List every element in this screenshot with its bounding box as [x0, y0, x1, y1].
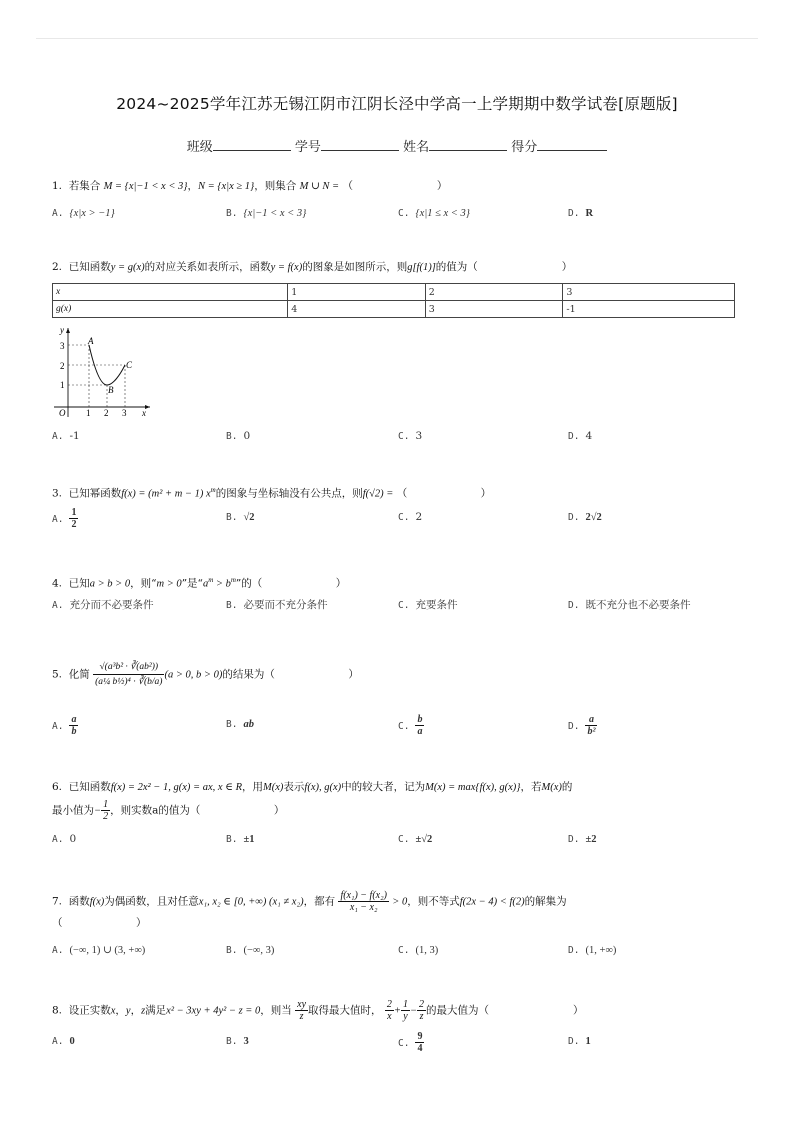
- question-text: 的结果为（ ）: [222, 668, 359, 681]
- numerator: b: [417, 714, 423, 725]
- x-tick-label: 1: [86, 408, 91, 418]
- option-letter: C.: [398, 720, 410, 732]
- question-text: ，则实数a的值为（ ）: [110, 804, 285, 817]
- option-text: ±2: [585, 834, 597, 845]
- fraction: [415, 1031, 424, 1054]
- x-tick-label: 3: [122, 408, 127, 418]
- option-letter: C.: [398, 431, 410, 442]
- q5-option-c[interactable]: [398, 714, 424, 737]
- table-cell: 1: [288, 284, 426, 301]
- question-text: 的值为（ ）: [435, 261, 573, 273]
- question-text: 的图象与坐标轴没有公共点，则: [215, 487, 363, 500]
- denominator: b: [71, 726, 77, 737]
- numerator: √(a³b² · ∛(ab²)): [93, 660, 164, 675]
- formula-exponent: m: [230, 576, 236, 584]
- question-number: 1.: [52, 180, 63, 192]
- option-letter: A.: [52, 720, 64, 732]
- question-text: ，都有: [303, 895, 336, 908]
- option-text: (1, 3): [415, 945, 439, 956]
- option-letter: D.: [568, 834, 580, 845]
- denominator: x: [387, 1011, 392, 1022]
- fraction: [385, 999, 394, 1022]
- q7-option-d[interactable]: [568, 942, 616, 959]
- operator: −: [409, 1005, 418, 1017]
- question-text: ，则不等式: [407, 895, 460, 908]
- guide-lines: [68, 345, 125, 407]
- question-text: 化简: [68, 668, 90, 681]
- denominator: 4: [417, 1043, 423, 1054]
- denominator: 2: [103, 811, 109, 822]
- option-letter: D.: [568, 600, 580, 611]
- fraction: [338, 890, 388, 913]
- question-text: ，则“: [130, 577, 157, 590]
- question-7-line-2: [52, 915, 147, 931]
- formula: > b: [213, 578, 231, 590]
- question-text: ，则当: [260, 1004, 292, 1017]
- question-4: [52, 572, 346, 593]
- option-letter: B.: [226, 431, 238, 442]
- formula: m > 0: [156, 578, 182, 590]
- option-letter: D.: [568, 431, 580, 442]
- q2-option-d[interactable]: [568, 428, 592, 445]
- question-text: ，若: [520, 781, 542, 793]
- option-letter: C.: [398, 512, 410, 523]
- question-text: 的对应关系如表所示，函数: [144, 261, 271, 273]
- numerator: 1: [71, 507, 77, 518]
- question-text: 已知函数: [68, 781, 111, 793]
- option-letter: C.: [398, 208, 410, 219]
- q3-option-a[interactable]: [52, 507, 78, 530]
- numerator: 1: [402, 999, 408, 1010]
- formula: z: [141, 1005, 146, 1017]
- question-number: 4.: [52, 577, 63, 590]
- formula: M(x): [541, 782, 562, 793]
- question-text: 为偶函数，且对任意: [104, 895, 199, 908]
- formula: f(√2) =: [362, 488, 394, 500]
- numerator: 2: [419, 999, 425, 1010]
- option-letter: D.: [568, 208, 580, 219]
- option-letter: C.: [398, 834, 410, 845]
- q4-option-a[interactable]: [52, 597, 153, 614]
- q1-option-b[interactable]: [226, 205, 306, 222]
- question-6-line-2: [52, 799, 284, 822]
- question-text: 表示: [283, 781, 305, 793]
- formula-exponent: m: [210, 486, 216, 494]
- denominator: y: [403, 1011, 408, 1022]
- q5-option-a[interactable]: [52, 714, 78, 737]
- question-number: 6.: [52, 781, 63, 793]
- formula-exponent: m: [208, 576, 214, 584]
- number-blank[interactable]: [321, 136, 399, 151]
- question-text: 满足: [145, 1004, 167, 1017]
- numerator: 2: [386, 999, 392, 1010]
- question-text: ，: [187, 180, 199, 192]
- y-tick-label: 2: [60, 361, 65, 371]
- name-label: 姓名: [403, 140, 430, 155]
- operator: +: [393, 1005, 401, 1017]
- option-text: 0: [69, 1036, 75, 1047]
- formula: M(x): [263, 782, 284, 793]
- answer-parentheses: （ ）: [52, 917, 147, 929]
- question-text: 的解集为: [524, 895, 567, 908]
- fraction: [69, 714, 78, 737]
- q4-option-b[interactable]: [226, 597, 327, 614]
- denominator: x₁ − x₂: [349, 902, 378, 913]
- q2-option-b[interactable]: [226, 428, 250, 445]
- option-text: ab: [243, 719, 254, 730]
- q5-option-d[interactable]: [568, 714, 597, 737]
- answer-parentheses: （ ）: [342, 180, 448, 192]
- option-text: -1: [69, 430, 80, 442]
- formula: N = {x|x ≥ 1}: [198, 181, 255, 192]
- option-letter: D.: [568, 1036, 580, 1047]
- option-text: (−∞, 1) ∪ (3, +∞): [69, 945, 146, 956]
- option-letter: A.: [52, 513, 64, 525]
- option-text: 2√2: [585, 512, 602, 523]
- question-number: 2.: [52, 261, 63, 273]
- q6-option-c[interactable]: [398, 831, 432, 848]
- question-8: [52, 999, 584, 1022]
- option-letter: B.: [226, 600, 238, 611]
- option-text: {x|1 ≤ x < 3}: [415, 208, 470, 219]
- option-letter: A.: [52, 431, 64, 442]
- q8-option-d[interactable]: [568, 1033, 591, 1050]
- option-letter: B.: [226, 208, 238, 219]
- q4-option-d[interactable]: [568, 597, 690, 614]
- q6-option-d[interactable]: [568, 831, 596, 848]
- fraction: [585, 714, 597, 737]
- formula: M(x) = max{f(x), g(x)}: [425, 782, 521, 793]
- name-blank[interactable]: [429, 136, 507, 151]
- formula: −: [94, 805, 102, 817]
- formula: x₁, x₂ ∈ [0, +∞) (x₁ ≠ x₂): [198, 896, 304, 908]
- y-axis-label: y: [60, 325, 64, 335]
- option-letter: B.: [226, 1036, 238, 1047]
- question-text: 若集合: [68, 180, 101, 192]
- option-text: ±1: [243, 834, 255, 845]
- option-text: 充分而不必要条件: [69, 599, 154, 611]
- point-label-c: C: [126, 360, 133, 370]
- option-letter: A.: [52, 834, 64, 845]
- formula: f(x) = (m² + m − 1) x: [121, 488, 211, 500]
- q1-option-c[interactable]: [398, 205, 470, 222]
- question-7: [52, 890, 567, 913]
- question-text: 设正实数: [68, 1004, 111, 1017]
- question-6: [52, 779, 572, 796]
- option-text: 3: [243, 1036, 249, 1047]
- table-row: [53, 301, 735, 318]
- question-text: ，: [115, 1004, 126, 1017]
- numerator: 1: [103, 799, 109, 810]
- y-axis-arrow: [66, 328, 70, 333]
- option-letter: B.: [226, 834, 238, 845]
- formula: y: [125, 1005, 131, 1017]
- fraction: [401, 999, 410, 1022]
- option-letter: D.: [568, 512, 580, 523]
- option-letter: A.: [52, 945, 64, 956]
- table-cell: x: [53, 284, 288, 301]
- q8-option-b[interactable]: [226, 1033, 249, 1050]
- formula: f(x), g(x): [304, 782, 342, 793]
- table-cell: 4: [288, 301, 426, 318]
- option-text: 1: [585, 1036, 591, 1047]
- q1-option-d[interactable]: [568, 205, 593, 222]
- q3-option-d[interactable]: [568, 509, 602, 526]
- option-letter: C.: [398, 1037, 410, 1049]
- question-text: ，则集合: [254, 180, 297, 192]
- formula: y = f(x): [270, 262, 303, 273]
- simplify-fraction: [93, 660, 164, 689]
- fraction: [415, 714, 424, 737]
- fx-graph: [50, 323, 155, 418]
- option-letter: C.: [398, 600, 410, 611]
- numerator: a: [585, 714, 597, 726]
- q3-option-b[interactable]: [226, 509, 254, 526]
- x-axis-label: x: [142, 408, 146, 418]
- page-title: 2024~2025学年江苏无锡江阴市江阴长泾中学高一上学期期中数学试卷[原题版]: [116, 95, 678, 113]
- option-letter: B.: [226, 945, 238, 956]
- option-letter: D.: [568, 945, 580, 956]
- option-text: R: [585, 208, 594, 219]
- question-text: 取得最大值时，: [308, 1004, 382, 1017]
- question-3: [52, 482, 491, 503]
- formula: x: [110, 1005, 116, 1017]
- formula: a > b > 0: [89, 578, 131, 590]
- q7-option-b[interactable]: [226, 942, 274, 959]
- formula: M = {x|−1 < x < 3}: [103, 181, 188, 192]
- formula: f(x) = 2x² − 1, g(x) = ax, x ∈ R: [110, 782, 243, 793]
- question-1: [52, 178, 447, 195]
- option-text: 3: [415, 430, 423, 442]
- option-text: ±√2: [415, 834, 433, 845]
- question-text: 中的较大者，记为: [341, 781, 426, 793]
- denominator: a: [417, 726, 423, 737]
- table-cell: 3: [563, 284, 735, 301]
- option-text: 充要条件: [415, 599, 458, 611]
- question-number: 8.: [52, 1004, 63, 1017]
- option-letter: A.: [52, 1036, 64, 1047]
- question-text: 已知幂函数: [68, 487, 122, 500]
- score-label: 得分: [511, 140, 538, 155]
- question-5: [52, 660, 359, 689]
- question-text: 的: [561, 781, 573, 793]
- question-number: 7.: [52, 895, 63, 908]
- question-text: 已知: [68, 577, 90, 590]
- formula: x² − 3xy + 4y² − z = 0: [166, 1005, 261, 1017]
- fraction: [295, 999, 308, 1022]
- gx-value-table: [52, 283, 735, 318]
- q7-option-c[interactable]: [398, 942, 438, 959]
- denominator: z: [299, 1011, 304, 1022]
- option-text: (−∞, 3): [243, 945, 275, 956]
- option-text: (1, +∞): [585, 945, 617, 956]
- option-text: 必要而不充分条件: [243, 599, 328, 611]
- q8-option-c[interactable]: [398, 1031, 424, 1054]
- formula: M ∪ N =: [299, 181, 340, 192]
- point-label-b: B: [108, 385, 114, 395]
- table-row: [53, 284, 735, 301]
- answer-parentheses: （ ）: [396, 487, 492, 500]
- question-text: ，: [130, 1004, 142, 1017]
- formula: g[f(1)]: [407, 262, 436, 273]
- x-tick-label: 2: [104, 408, 109, 418]
- denominator: z: [419, 1011, 424, 1022]
- formula: y = g(x): [110, 262, 145, 273]
- fraction: [417, 999, 426, 1022]
- option-text: {x|x > −1}: [69, 208, 115, 219]
- q6-option-b[interactable]: [226, 831, 254, 848]
- option-text: 4: [585, 430, 593, 442]
- point-label-a: A: [88, 336, 94, 346]
- q4-option-c[interactable]: [398, 597, 457, 614]
- question-text: 函数: [68, 895, 90, 908]
- q1-option-a[interactable]: [52, 205, 115, 222]
- q7-option-a[interactable]: [52, 942, 145, 959]
- question-2: [52, 259, 572, 276]
- q2-option-c[interactable]: [398, 428, 422, 445]
- numerator: 9: [417, 1031, 423, 1042]
- option-text: 2: [415, 511, 423, 523]
- denominator: (a¼ b½)⁴ · ∛(b/a): [95, 677, 163, 687]
- y-tick-label: 1: [60, 380, 65, 390]
- question-text: 已知函数: [68, 261, 111, 273]
- option-letter: B.: [226, 719, 238, 730]
- question-number: 3.: [52, 487, 63, 500]
- top-divider: [36, 38, 758, 39]
- q8-option-a[interactable]: [52, 1033, 75, 1050]
- score-blank[interactable]: [537, 136, 607, 151]
- q6-option-a[interactable]: [52, 831, 76, 848]
- option-text: {x|−1 < x < 3}: [243, 208, 307, 219]
- numerator: xy: [297, 999, 307, 1010]
- option-letter: A.: [52, 600, 64, 611]
- function-curve: [89, 345, 125, 385]
- numerator: f(x₁) − f(x₂): [340, 890, 387, 901]
- formula: > 0: [392, 896, 408, 908]
- denominator: 2: [71, 519, 77, 530]
- number-label: 学号: [294, 140, 321, 155]
- option-text: 0: [69, 833, 77, 845]
- formula: (a > 0, b > 0): [164, 669, 223, 681]
- table-cell: 2: [425, 284, 563, 301]
- q5-option-b[interactable]: [226, 716, 254, 733]
- option-letter: A.: [52, 208, 64, 219]
- denominator: b²: [587, 726, 596, 737]
- table-cell: -1: [563, 301, 735, 318]
- option-text: 0: [243, 430, 251, 442]
- formula: f(x): [89, 896, 105, 908]
- question-text: 的最大值为（ ）: [426, 1004, 584, 1017]
- option-letter: B.: [226, 512, 238, 523]
- question-text: ”是“: [181, 577, 203, 590]
- class-blank[interactable]: [213, 136, 291, 151]
- question-text: 最小值为: [52, 804, 94, 817]
- formula: f(2x − 4) < f(2): [459, 896, 525, 908]
- question-number: 5.: [52, 668, 63, 681]
- table-cell: g(x): [53, 301, 288, 318]
- class-label: 班级: [186, 140, 213, 155]
- formula: a: [202, 578, 209, 590]
- fraction: [69, 507, 78, 530]
- option-text: √2: [243, 512, 255, 523]
- y-tick-label: 3: [60, 341, 65, 351]
- option-letter: C.: [398, 945, 410, 956]
- table-cell: 3: [425, 301, 563, 318]
- numerator: a: [71, 714, 77, 725]
- q3-option-c[interactable]: [398, 509, 422, 526]
- q2-option-a[interactable]: [52, 428, 80, 445]
- question-text: 的图象是如图所示，则: [302, 261, 408, 273]
- fraction: [101, 799, 110, 822]
- question-text: ”的（ ）: [235, 577, 347, 590]
- student-info-line: [0, 136, 794, 155]
- option-text: 既不充分也不必要条件: [585, 599, 691, 611]
- option-letter: D.: [568, 720, 580, 732]
- question-text: ，用: [242, 781, 264, 793]
- origin-label: O: [59, 408, 66, 418]
